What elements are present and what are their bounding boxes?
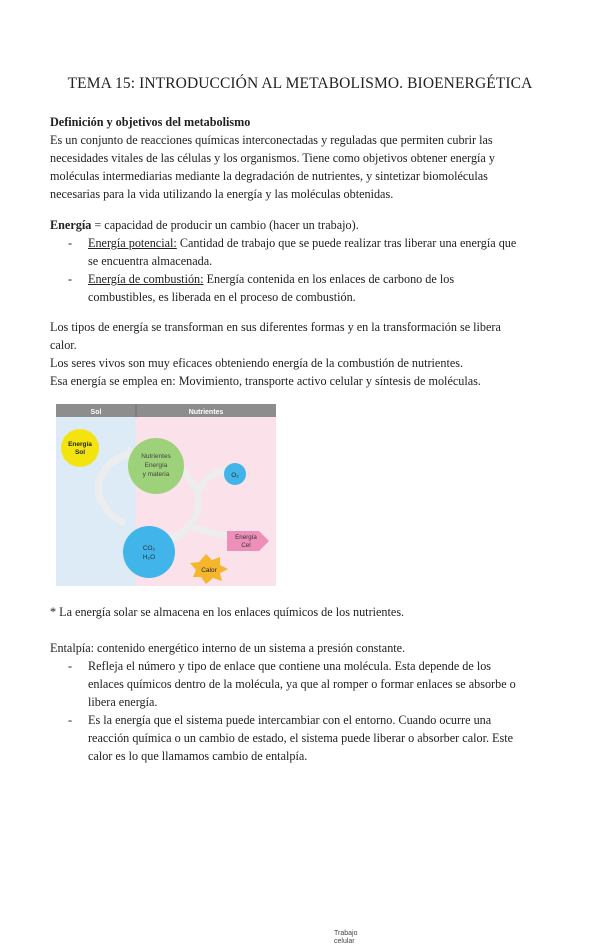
trabajo-line: celular [334,938,355,945]
diagram-header-bar [56,404,276,417]
text-line: Los tipos de energía se transforman en sus diferentes formas y en la transformación se libera [50,320,501,334]
list-text: reacción química o un cambio de estado, el sistema puede liberar o absorber calor. Este [88,731,514,745]
nutrientes-label: y materia [142,471,170,478]
h2o-label: H₂O [142,554,156,561]
energia-cel-label: Cel [241,542,251,549]
text-line: moléculas intermediarias mediante la degradación de nutrientes, y sintetizar biomoléculas [50,169,488,183]
list-text: se encuentra almacenada. [88,254,213,268]
section-heading: Definición y objetivos del metabolismo [50,115,251,129]
list-item [50,657,540,711]
list-text: Cantidad de trabajo que se puede realizar tras liberar una energía que [176,236,517,250]
text-line: necesidades vitales de las células y los organismos. Tiene como objetivos obtener energía y [50,151,495,165]
col-label-sol: Sol [90,409,102,416]
page-title: TEMA 15: INTRODUCCIÓN AL METABOLISMO. BIOENERGÉTICA [67,75,533,92]
energia-sol-node [61,429,99,467]
bullet-dash: - [68,272,73,286]
energia-definition [50,216,540,234]
section-transformacion [50,318,540,390]
list-term: Energía de combustión: [88,272,204,286]
list-term: Energía potencial: [88,236,177,250]
energia-cel-label: Energía [235,534,257,541]
text-line: necesarias para la vida utilizando la energía y las moléculas obtenidas. [50,187,394,201]
diagram-note [50,603,540,621]
list-text: Es la energía que el sistema puede intercambiar con el entorno. Cuando ocurre una [88,713,492,727]
nutrientes-label: Nutrientes [141,453,171,460]
list-text: calor es lo que llamamos cambio de entalpía. [88,749,308,763]
entalpia-intro: Entalpía: contenido energético interno de un sistema a presión constante. [50,641,406,655]
energia-term: Energía [50,218,92,232]
list-text: libera energía. [88,695,158,709]
calor-label: Calor [201,567,217,574]
energia-sol-label: Energía [68,441,92,448]
text-line: Es un conjunto de reacciones químicas interconectadas y reguladas que permiten cubrir las [50,133,493,147]
section-energia [50,216,540,306]
list-text: enlaces químicos dentro de la molécula, ya que al romper o formar enlaces se absorbe o [88,677,516,691]
col-label-nutrientes: Nutrientes [188,409,224,416]
co2-label: CO₂ [142,545,156,552]
list-text: Refleja el número y tipo de enlace que contiene una molécula. Esta depende de los [88,659,492,673]
text-line: Los seres vivos son muy eficaces obteniendo energía de la combustión de nutrientes. [50,356,464,370]
o2-label: O₂ [231,472,239,479]
bullet-dash: - [68,713,73,727]
list-text: combustibles, es liberada en el proceso de combustión. [88,290,356,304]
list-item [50,234,540,270]
note-text: * La energía solar se almacena en los enlaces químicos de los nutrientes. [50,605,405,619]
bullet-dash: - [68,659,73,673]
bullet-dash: - [68,236,73,250]
energia-sol-label: Sol [74,449,86,456]
list-item [50,270,540,306]
trabajo-celular-label [334,930,357,946]
trabajo-line: Trabajo [334,930,358,937]
section-definicion [50,113,540,203]
energia-def-text: = capacidad de producir un cambio (hacer un trabajo). [91,218,359,232]
text-line: Esa energía se emplea en: Movimiento, transporte activo celular y síntesis de moléculas. [50,374,481,388]
list-text: Energía contenida en los enlaces de carbono de los [203,272,455,286]
section-entalpia [50,639,540,765]
nutrientes-label: Energía [144,462,168,469]
list-item [50,711,540,765]
co2-h2o-node [123,526,175,578]
text-line: calor. [50,338,77,352]
